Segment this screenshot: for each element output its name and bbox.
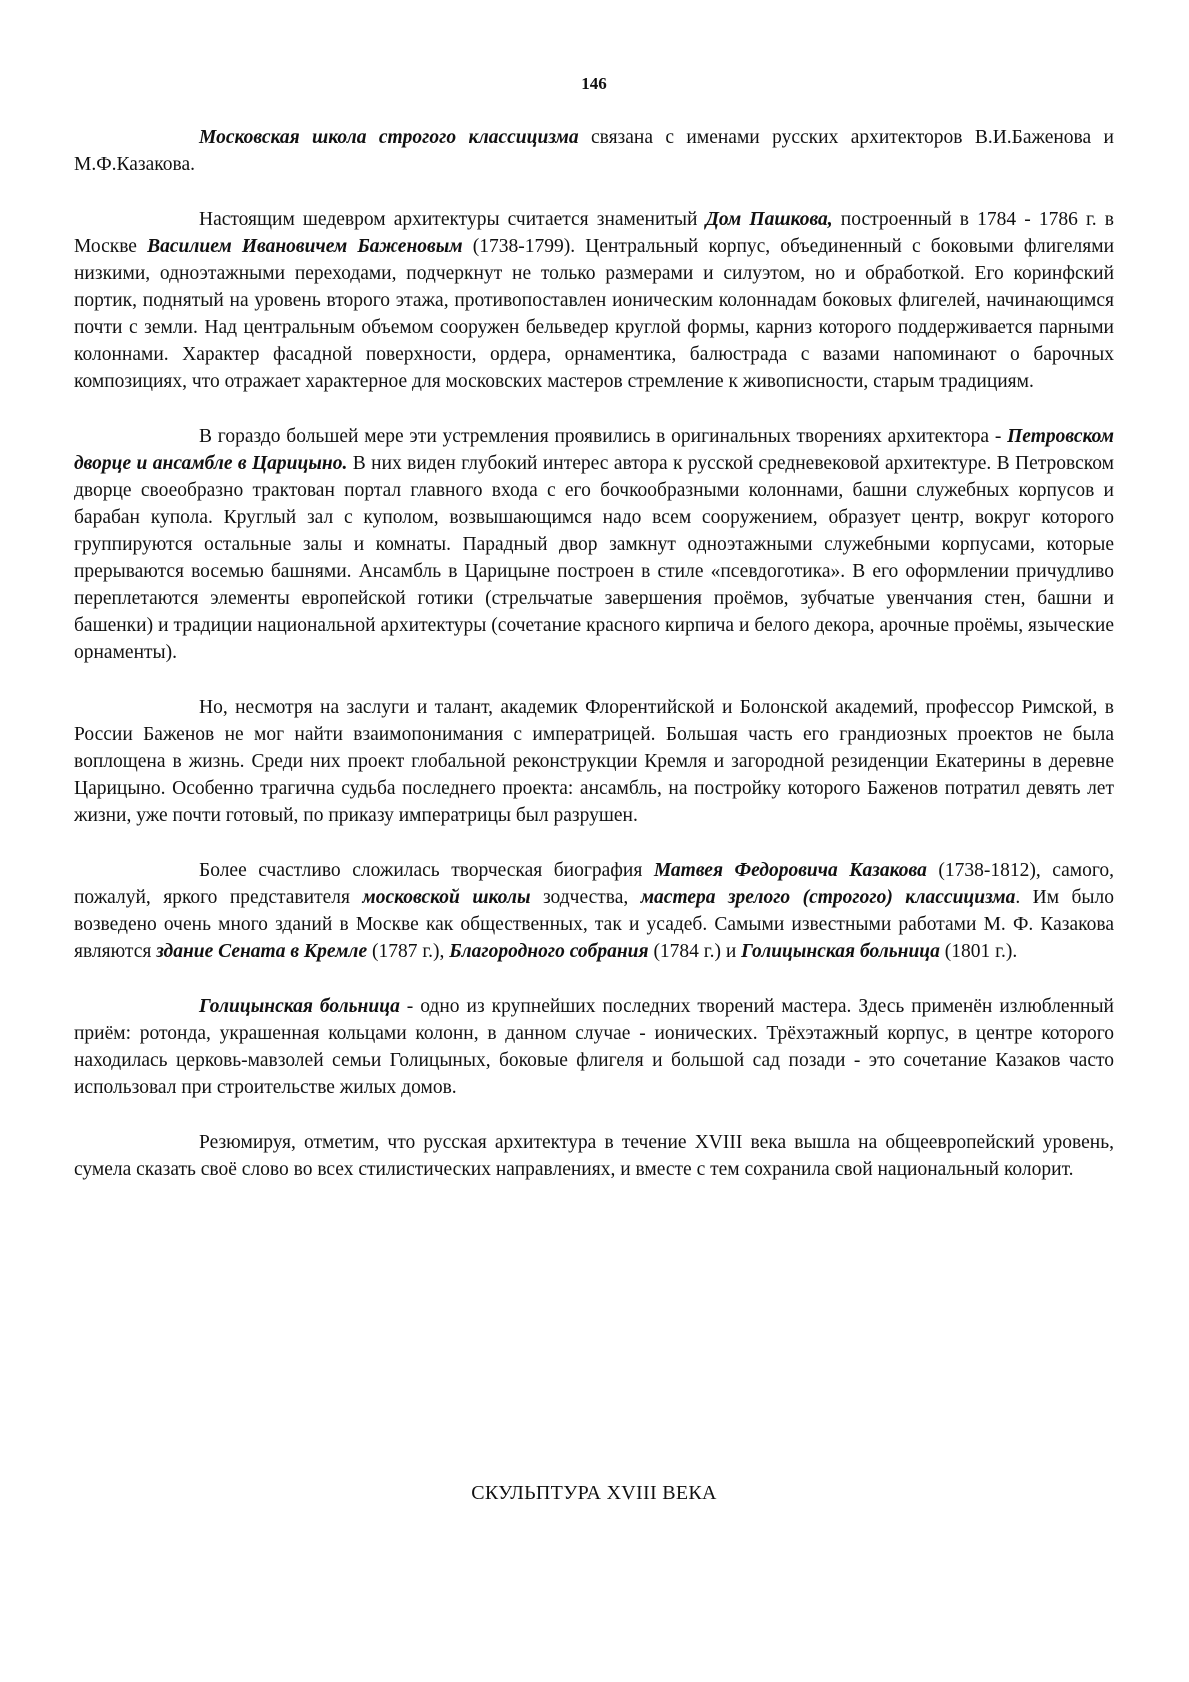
text-run: связана с именами русских архитекторов В.И.Баженова и М.Ф.Казакова.: [74, 127, 1114, 175]
emphasis-text: здание Сената в Кремле: [156, 941, 368, 962]
emphasis-text: мастера зрелого (строгого) классицизма: [640, 887, 1016, 908]
text-run: (1738-1799). Центральный корпус, объединенный с боковыми флигелями низкими, одноэтажными переходами, подчеркнут не только размерами и силуэтом, но и обработкой. Его коринфский портик, поднятый на уровень второго этажа, противопоставлен ионическим колоннадам боковых флигелей, начинающимся почти с земли. Над центральным объемом сооружен бельведер круглой формы, карниз которого поддерживается парными колоннами. Характер фасадной поверхности, ордера, орнаментика, балюстрада с вазами напоминают о барочных композициях, что отражает характерное для московских мастеров стремление к живописности, старым традициям.: [74, 236, 1115, 392]
text-run: Настоящим шедевром архитектуры считается знаменитый: [199, 209, 706, 230]
text-run: (1784 г.) и: [648, 941, 742, 962]
emphasis-text: Дом Пашкова,: [705, 209, 833, 230]
text-run: - одно из крупнейших последних творений мастера. Здесь применён излюбленный приём: ротонда, украшенная кольцами колонн, в данном случае - ионических. Трёхэтажный корпус, в центре которого находилась церковь-мавзолей семьи Голицыных, боковые флигеля и большой сад позади - это сочетание Казаков часто использовал при строительстве жилых домов.: [74, 996, 1114, 1098]
text-run: В гораздо большей мере эти устремления проявились в оригинальных творениях архитектора -: [199, 426, 1008, 447]
text-run: . Им было возведено очень много зданий в Москве как общественных, так и усадеб. Самыми известными работами М. Ф. Казакова являются: [74, 887, 1115, 962]
body-text: [74, 124, 1114, 1211]
text-run: (1738-1812), самого, пожалуй, яркого представителя: [74, 860, 1115, 908]
section-title: СКУЛЬПТУРА XVIII ВЕКА: [471, 1482, 717, 1504]
emphasis-text: Московская школа строгого классицизма: [199, 127, 579, 148]
emphasis-text: Петровском дворце и ансамбле в Царицыно.: [74, 426, 1114, 474]
text-run: Более счастливо сложилась творческая биография: [199, 860, 654, 881]
text-run: построенный в 1784 - 1786 г. в Москве: [74, 209, 1114, 257]
text-run: В них виден глубокий интерес автора к русской средневековой архитектуре. В Петровском дворце своеобразно трактован портал главного входа с его бочкообразными колоннами, башни служебных корпусов и барабан купола. Круглый зал с куполом, возвышающимся надо всем сооружением, образует центр, вокруг которого группируются остальные залы и комнаты. Парадный двор замкнут одноэтажными служебными корпусами, которые прерываются восемью башнями. Ансамбль в Царицыне построен в стиле «псевдоготика». В его оформлении причудливо переплетаются элементы европейской готики (стрельчатые завершения проёмов, зубчатые увенчания стен, башни и башенки) и традиции национальной архитектуры (сочетание красного кирпича и белого декора, арочные проёмы, языческие орнаменты).: [74, 453, 1114, 663]
paragraph: [74, 206, 1114, 395]
paragraph: [74, 423, 1114, 666]
text-run: Резюмируя, отметим, что русская архитектура в течение XVIII века вышла на общеевропейский уровень, сумела сказать своё слово во всех стилистических направлениях, и вместе с тем сохранила свой национальный колорит.: [74, 1132, 1114, 1180]
text-run: (1787 г.),: [367, 941, 450, 962]
paragraph: [74, 124, 1114, 178]
paragraph: [74, 694, 1114, 829]
emphasis-text: Благородного собрания: [449, 941, 649, 962]
paragraph: [74, 1129, 1114, 1183]
paragraph: [74, 857, 1114, 965]
emphasis-text: московской школы: [362, 887, 531, 908]
emphasis-text: Голицынская больница: [741, 941, 940, 962]
emphasis-text: Голицынская больница: [199, 996, 400, 1017]
page-number: 146: [581, 74, 607, 93]
emphasis-text: Василием Ивановичем Баженовым: [147, 236, 463, 257]
paragraph: [74, 993, 1114, 1101]
text-run: зодчества,: [530, 887, 641, 908]
text-run: (1801 г.).: [939, 941, 1018, 962]
text-run: Но, несмотря на заслуги и талант, академик Флорентийской и Болонской академий, профессор Римской, в России Баженов не мог найти взаимопонимания с императрицей. Большая часть его грандиозных проектов не была воплощена в жизнь. Среди них проект глобальной реконструкции Кремля и загородной резиденции Екатерины в деревне Царицыно. Особенно трагична судьба последнего проекта: ансамбль, на постройку которого Баженов потратил девять лет жизни, уже почти готовый, по приказу императрицы был разрушен.: [74, 697, 1114, 826]
emphasis-text: Матвея Федоровича Казакова: [653, 860, 927, 881]
